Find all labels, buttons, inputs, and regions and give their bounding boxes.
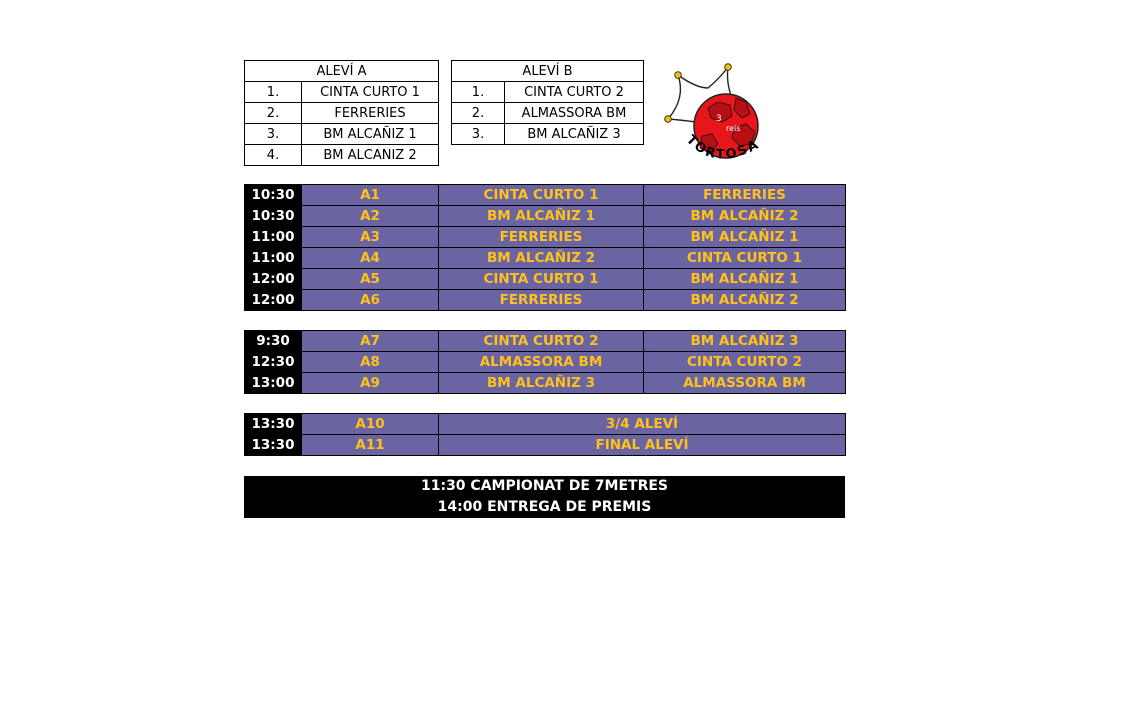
logo-number: 3 <box>716 114 722 124</box>
team-name: BM ALCAÑIZ 3 <box>505 124 644 145</box>
team-position: 2. <box>245 103 302 124</box>
final-label: 3/4 ALEVÍ <box>439 414 846 435</box>
schedule-finals <box>244 413 846 456</box>
group-a-table <box>244 60 439 166</box>
group-b-title: ALEVÍ B <box>452 61 644 82</box>
home-team: CINTA CURTO 1 <box>439 269 644 290</box>
match-time: 12:30 <box>245 352 302 373</box>
team-position: 1. <box>452 82 505 103</box>
match-row <box>245 185 846 206</box>
match-time: 13:30 <box>245 414 302 435</box>
home-team: CINTA CURTO 2 <box>439 331 644 352</box>
match-row <box>245 290 846 311</box>
match-code: A5 <box>302 269 439 290</box>
team-position: 4. <box>245 145 302 166</box>
home-team: BM ALCAÑIZ 2 <box>439 248 644 269</box>
home-team: BM ALCAÑIZ 3 <box>439 373 644 394</box>
match-time: 11:00 <box>245 248 302 269</box>
group-a-row <box>245 145 439 166</box>
home-team: BM ALCAÑIZ 1 <box>439 206 644 227</box>
match-time: 13:30 <box>245 435 302 456</box>
match-code: A8 <box>302 352 439 373</box>
schedule-group-b <box>244 330 846 394</box>
match-code: A6 <box>302 290 439 311</box>
away-team: CINTA CURTO 1 <box>644 248 846 269</box>
match-code: A1 <box>302 185 439 206</box>
away-team: CINTA CURTO 2 <box>644 352 846 373</box>
home-team: ALMASSORA BM <box>439 352 644 373</box>
match-time: 10:30 <box>245 206 302 227</box>
schedule-group-a <box>244 184 846 311</box>
logo-word: reis <box>726 124 741 133</box>
away-team: BM ALCAÑIZ 2 <box>644 290 846 311</box>
club-logo-icon <box>656 58 776 174</box>
notes-banner <box>244 476 845 518</box>
match-code: A10 <box>302 414 439 435</box>
team-name: BM ALCANIZ 2 <box>302 145 439 166</box>
team-name: FERRERIES <box>302 103 439 124</box>
team-name: BM ALCAÑIZ 1 <box>302 124 439 145</box>
match-code: A3 <box>302 227 439 248</box>
team-name: CINTA CURTO 1 <box>302 82 439 103</box>
away-team: ALMASSORA BM <box>644 373 846 394</box>
away-team: BM ALCAÑIZ 3 <box>644 331 846 352</box>
group-a-row <box>245 124 439 145</box>
away-team: FERRERIES <box>644 185 846 206</box>
match-row <box>245 206 846 227</box>
match-time: 10:30 <box>245 185 302 206</box>
away-team: BM ALCAÑIZ 1 <box>644 227 846 248</box>
group-a-row <box>245 82 439 103</box>
home-team: FERRERIES <box>439 290 644 311</box>
match-time: 12:00 <box>245 290 302 311</box>
away-team: BM ALCAÑIZ 1 <box>644 269 846 290</box>
match-time: 9:30 <box>245 331 302 352</box>
group-a-row <box>245 103 439 124</box>
match-row <box>245 414 846 435</box>
match-row <box>245 227 846 248</box>
team-name: ALMASSORA BM <box>505 103 644 124</box>
final-label: FINAL ALEVÍ <box>439 435 846 456</box>
match-time: 11:00 <box>245 227 302 248</box>
group-b-table <box>451 60 644 145</box>
home-team: CINTA CURTO 1 <box>439 185 644 206</box>
match-row <box>245 352 846 373</box>
match-row <box>245 248 846 269</box>
match-time: 13:00 <box>245 373 302 394</box>
team-position: 1. <box>245 82 302 103</box>
home-team: FERRERIES <box>439 227 644 248</box>
match-code: A4 <box>302 248 439 269</box>
match-code: A7 <box>302 331 439 352</box>
team-position: 3. <box>245 124 302 145</box>
team-name: CINTA CURTO 2 <box>505 82 644 103</box>
away-team: BM ALCAÑIZ 2 <box>644 206 846 227</box>
match-time: 12:00 <box>245 269 302 290</box>
group-b-row <box>452 103 644 124</box>
team-position: 2. <box>452 103 505 124</box>
match-row <box>245 269 846 290</box>
note-line: 14:00 ENTREGA DE PREMIS <box>437 499 652 515</box>
match-code: A9 <box>302 373 439 394</box>
match-code: A2 <box>302 206 439 227</box>
match-row <box>245 373 846 394</box>
group-b-row <box>452 124 644 145</box>
team-position: 3. <box>452 124 505 145</box>
match-row <box>245 331 846 352</box>
note-line: 11:30 CAMPIONAT DE 7METRES <box>420 478 668 494</box>
match-code: A11 <box>302 435 439 456</box>
group-a-title: ALEVÍ A <box>245 61 439 82</box>
logo-city: TORTOSA <box>683 132 763 163</box>
match-row <box>245 435 846 456</box>
group-b-row <box>452 82 644 103</box>
